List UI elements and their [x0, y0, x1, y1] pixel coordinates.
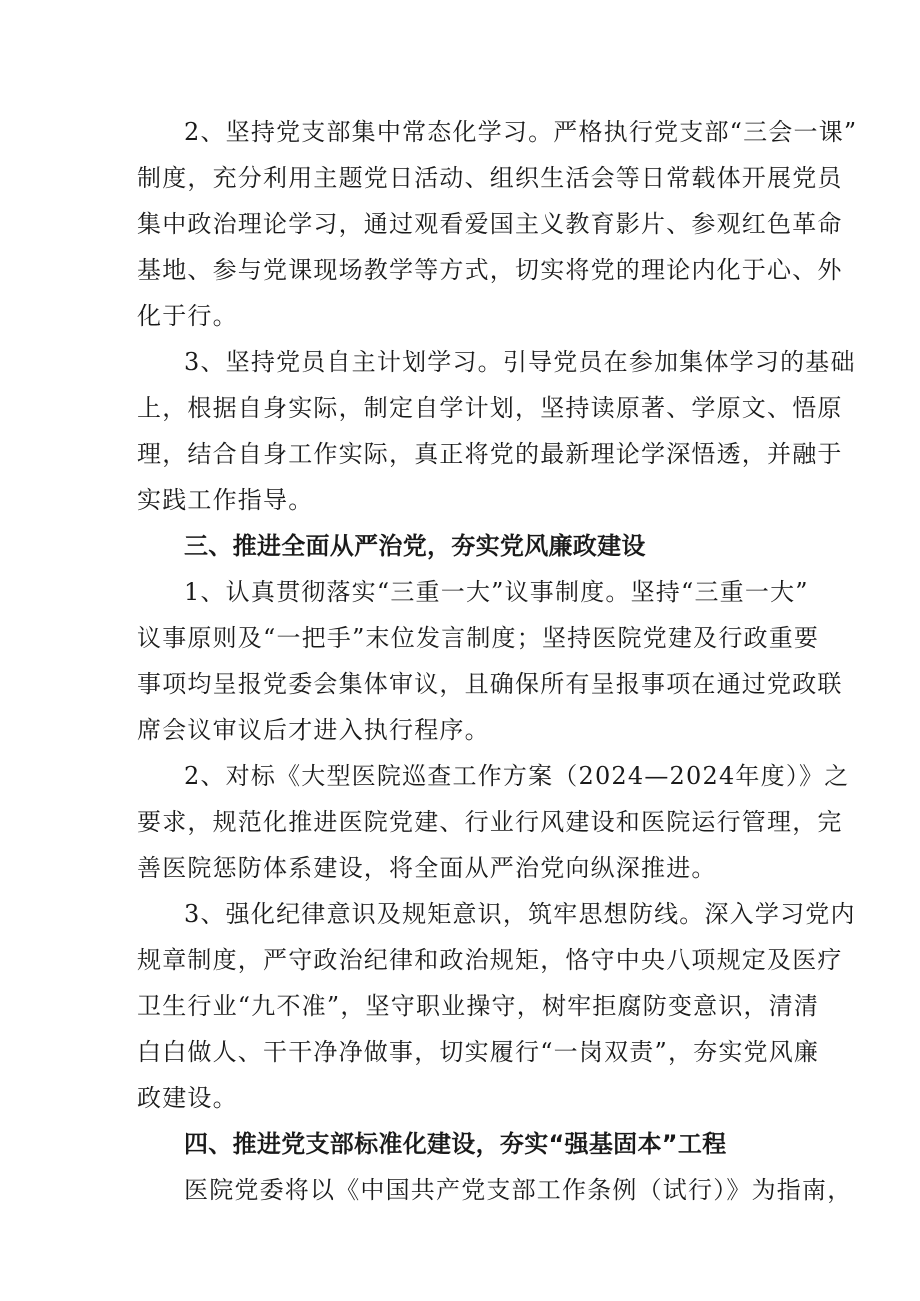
text-line: 卫生行业“九不准”，坚守职业操守，树牢拒腐防变意识，清清	[137, 992, 820, 1020]
text-line: 政建设。	[137, 1084, 238, 1112]
text-line: 席会议审议后才进入执行程序。	[137, 716, 490, 744]
text-line: 1、认真贯彻落实“三重一大”议事制度。坚持“三重一大”	[184, 578, 809, 606]
section-heading: 四、推进党支部标准化建设，夯实“强基固本”工程	[184, 1130, 727, 1158]
text-line: 理，结合自身工作实际，真正将党的最新理论学深悟透，并融于	[137, 440, 843, 468]
text-line: 医院党委将以《中国共产党支部工作条例（试行）》为指南，	[184, 1176, 853, 1204]
text-line: 化于行。	[137, 302, 238, 330]
section-heading: 三、推进全面从严治党，夯实党风廉政建设	[184, 532, 646, 560]
text-line: 基地、参与党课现场教学等方式，切实将党的理论内化于心、外	[137, 256, 843, 284]
text-line: 制度，充分利用主题党日活动、组织生活会等日常载体开展党员	[137, 164, 843, 192]
text-line: 实践工作指导。	[137, 486, 314, 514]
text-line: 善医院惩防体系建设，将全面从严治党向纵深推进。	[137, 854, 717, 882]
text-line: 事项均呈报党委会集体审议，且确保所有呈报事项在通过党政联	[137, 670, 843, 698]
text-line: 上，根据自身实际，制定自学计划，坚持读原著、学原文、悟原	[137, 394, 843, 422]
text-line: 2、坚持党支部集中常态化学习。严格执行党支部“三会一课”	[184, 118, 858, 146]
text-line: 议事原则及“一把手”末位发言制度；坚持医院党建及行政重要	[137, 624, 820, 652]
text-line: 2、对标《大型医院巡查工作方案（2024—2024年度）》之	[184, 762, 850, 790]
text-line: 白白做人、干干净净做事，切实履行“一岗双责”，夯实党风廉	[137, 1038, 820, 1066]
text-line: 要求，规范化推进医院党建、行业行风建设和医院运行管理，完	[137, 808, 843, 836]
text-line: 3、强化纪律意识及规矩意识，筑牢思想防线。深入学习党内	[184, 900, 856, 928]
text-line: 3、坚持党员自主计划学习。引导党员在参加集体学习的基础	[184, 348, 856, 376]
text-line: 集中政治理论学习，通过观看爱国主义教育影片、参观红色革命	[137, 210, 843, 238]
text-line: 规章制度，严守政治纪律和政治规矩，恪守中央八项规定及医疗	[137, 946, 843, 974]
